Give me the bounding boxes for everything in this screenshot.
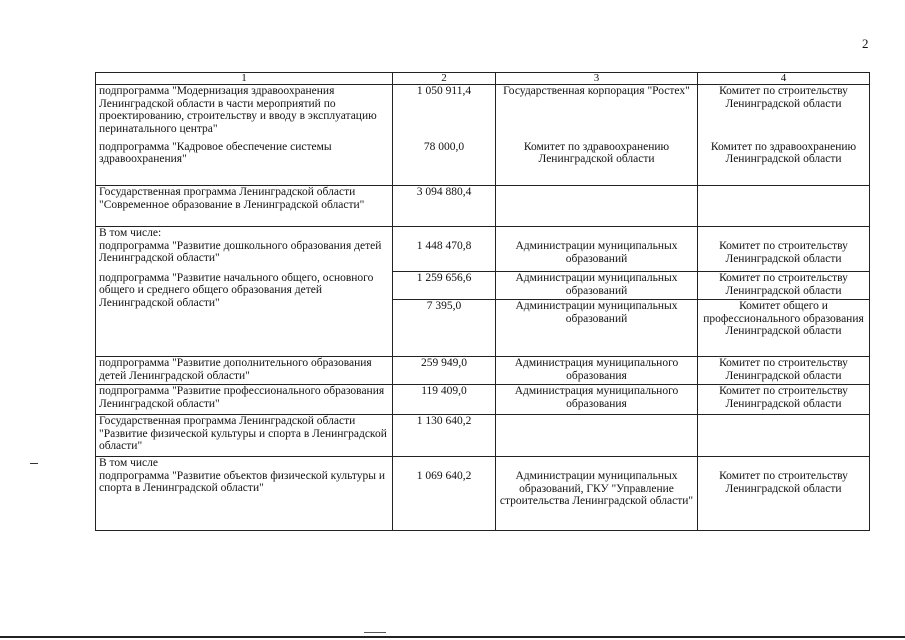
program-name-text: подпрограмма "Развитие дошкольного образования детей Ленинградской области": [99, 239, 382, 265]
executor-cell: Комитет по здравоохранению Ленинградской области: [496, 141, 698, 186]
column-header: 2: [393, 73, 496, 85]
table-row: [96, 415, 870, 457]
amount-cell: 1 448 470,8: [393, 227, 496, 272]
executor-cell: Государственная корпорация "Ростех": [496, 85, 698, 141]
margin-mark: [30, 463, 38, 464]
executor-cell: Администрация муниципального образования: [496, 357, 698, 385]
table-row: [96, 457, 870, 531]
table-row: [96, 186, 870, 227]
table-row: [96, 141, 870, 186]
coordinator-cell: [698, 186, 870, 227]
table-row: [96, 272, 870, 300]
table-row: [96, 385, 870, 415]
program-name: подпрограмма "Развитие дополнительного образования детей Ленинградской области": [96, 357, 393, 385]
subsection-lead: В том числе:: [99, 227, 162, 239]
subsection-lead: В том числе: [99, 457, 158, 469]
amount-cell: 1 130 640,2: [393, 415, 496, 457]
coordinator-cell: [698, 415, 870, 457]
amount-cell: 78 000,0: [393, 141, 496, 186]
executor-cell: Администрации муниципальных образований, ГКУ "Управление строительства Ленинградской области": [496, 457, 698, 531]
column-header: 3: [496, 73, 698, 85]
scan-edge: [0, 636, 905, 638]
column-header: 4: [698, 73, 870, 85]
program-name: [96, 457, 393, 531]
program-name: Государственная программа Ленинградской области "Развитие физической культуры и спорта в Ленинградской области": [96, 415, 393, 457]
program-name: подпрограмма "Развитие начального общего, основного общего и среднего общего образования детей Ленинградской области": [96, 272, 393, 357]
amount-cell: 7 395,0: [393, 300, 496, 357]
coordinator-cell: Комитет общего и профессионального образования Ленинградской области: [698, 300, 870, 357]
table-row: [96, 85, 870, 141]
coordinator-cell: Комитет по строительству Ленинградской области: [698, 272, 870, 300]
executor-cell: Администрации муниципальных образований: [496, 300, 698, 357]
scan-mark: [364, 632, 386, 633]
coordinator-cell: Комитет по строительству Ленинградской области: [698, 227, 870, 272]
coordinator-cell: Комитет по строительству Ленинградской области: [698, 85, 870, 141]
header-row: [96, 73, 870, 85]
executor-cell: Администрация муниципального образования: [496, 385, 698, 415]
amount-cell: 3 094 880,4: [393, 186, 496, 227]
executor-cell: [496, 415, 698, 457]
page-number: 2: [862, 36, 869, 51]
program-name: подпрограмма "Развитие профессионального образования Ленинградской области": [96, 385, 393, 415]
program-name: подпрограмма "Модернизация здравоохранения Ленинградской области в части мероприятий по проектированию, строительству и вводу в эксплуатацию перинатального центра": [96, 85, 393, 141]
coordinator-cell: Комитет по здравоохранению Ленинградской области: [698, 141, 870, 186]
program-name: Государственная программа Ленинградской области "Современное образование в Ленинградской области": [96, 186, 393, 227]
amount-cell: 119 409,0: [393, 385, 496, 415]
amount-cell: 259 949,0: [393, 357, 496, 385]
program-name: подпрограмма "Кадровое обеспечение системы здравоохранения": [96, 141, 393, 186]
program-name-text: подпрограмма "Развитие объектов физической культуры и спорта в Ленинградской области": [99, 469, 386, 495]
table-row: [96, 227, 870, 272]
executor-cell: Администрации муниципальных образований: [496, 227, 698, 272]
table-row: [96, 357, 870, 385]
amount-cell: 1 069 640,2: [393, 457, 496, 531]
coordinator-cell: Комитет по строительству Ленинградской области: [698, 385, 870, 415]
column-header: 1: [96, 73, 393, 85]
coordinator-cell: Комитет по строительству Ленинградской области: [698, 357, 870, 385]
coordinator-cell: Комитет по строительству Ленинградской области: [698, 457, 870, 531]
program-name: [96, 227, 393, 272]
executor-cell: Администрации муниципальных образований: [496, 272, 698, 300]
budget-table: [95, 72, 870, 531]
executor-cell: [496, 186, 698, 227]
amount-cell: 1 259 656,6: [393, 272, 496, 300]
amount-cell: 1 050 911,4: [393, 85, 496, 141]
